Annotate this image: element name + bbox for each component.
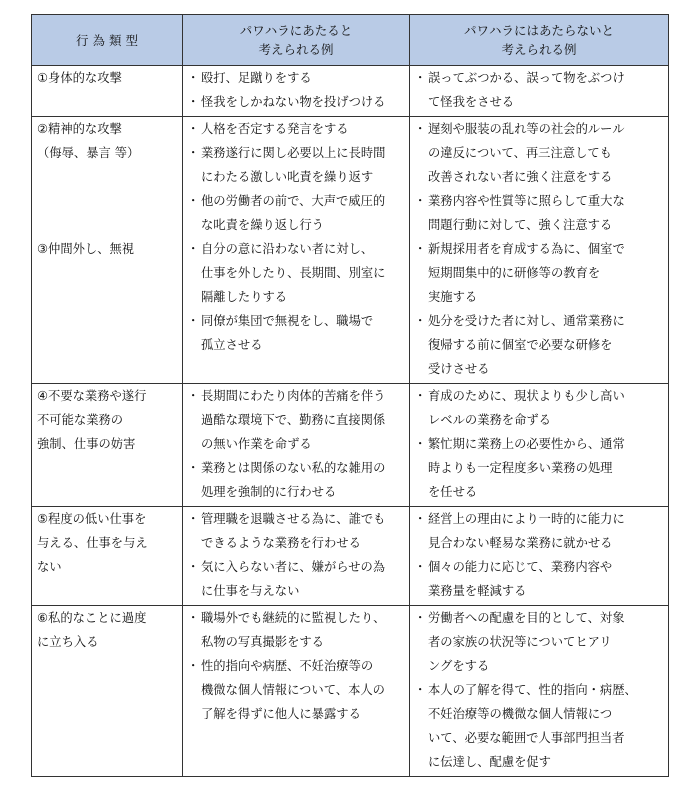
example-item bbox=[414, 678, 664, 774]
example-item bbox=[187, 606, 405, 654]
example-line: ・ 殴打、足蹴りをする bbox=[201, 71, 312, 85]
example-line: 処理を強制的に行わせる bbox=[201, 485, 337, 499]
example-item bbox=[414, 237, 664, 309]
example-item bbox=[187, 507, 405, 555]
example-line: 見合わない軽易な業務に就かせる bbox=[428, 536, 613, 550]
example-line: 隔離したりする bbox=[201, 290, 288, 304]
example-line: 実施する bbox=[428, 290, 478, 304]
non-harassment-examples-cell bbox=[410, 507, 669, 606]
table-row bbox=[32, 66, 669, 117]
example-line: ・ 業務内容や性質等に照らして重大な bbox=[428, 194, 625, 208]
example-item bbox=[187, 384, 405, 456]
example-line: 孤立させる bbox=[201, 338, 263, 352]
example-line: ・ 人格を否定する発言をする bbox=[201, 122, 349, 136]
table-row bbox=[32, 507, 669, 606]
example-line: ・ 新規採用者を育成する為に、個室で bbox=[428, 242, 625, 256]
header-harassment-line2: 考えられる例 bbox=[258, 42, 334, 57]
behavior-type-cell bbox=[32, 606, 183, 777]
example-line: を任せる bbox=[428, 485, 478, 499]
example-line: ングをする bbox=[428, 659, 490, 673]
example-line: 者の家族の状況等についてヒアリ bbox=[428, 635, 612, 649]
non-harassment-examples-cell bbox=[410, 384, 669, 507]
example-item bbox=[414, 507, 664, 555]
example-item bbox=[414, 189, 664, 237]
header-harassment-line1: パワハラにあたると bbox=[239, 23, 353, 38]
example-item bbox=[187, 66, 405, 90]
example-line: な叱責を繰り返し行う bbox=[201, 218, 324, 232]
example-item bbox=[414, 555, 664, 603]
behavior-type-line: ①身体的な攻撃 bbox=[37, 71, 122, 85]
example-line: ・ 育成のために、現状よりも少し高い bbox=[428, 389, 625, 403]
example-item bbox=[187, 90, 405, 114]
behavior-type-cell bbox=[32, 507, 183, 606]
example-line: 不妊治療等の機微な個人情報につ bbox=[428, 707, 613, 721]
header-non-harassment-examples bbox=[410, 15, 669, 66]
example-item bbox=[187, 117, 405, 141]
header-harassment-examples bbox=[183, 15, 410, 66]
example-line: 了解を得ずに他人に暴露する bbox=[201, 707, 361, 721]
example-line: 短期間集中的に研修等の教育を bbox=[428, 266, 601, 280]
example-line: ・ 管理職を退職させる為に、誰でも bbox=[201, 512, 386, 526]
non-harassment-examples-cell bbox=[410, 117, 669, 384]
example-line: ・ 個々の能力に応じて、業務内容や bbox=[428, 560, 613, 574]
harassment-examples-cell bbox=[183, 66, 410, 117]
example-line: の無い作業を命ずる bbox=[201, 437, 312, 451]
example-line: 仕事を外したり、長期間、別室に bbox=[201, 266, 386, 280]
header-non-harassment-line1: パワハラにはあたらないと bbox=[463, 23, 614, 38]
example-line: ・ 経営上の理由により一時的に能力に bbox=[428, 512, 625, 526]
example-line: ・ 繁忙期に業務上の必要性から、通常 bbox=[428, 437, 625, 451]
example-line: ・ 長期間にわたり肉体的苦痛を伴う bbox=[201, 389, 386, 403]
example-line: て怪我をさせる bbox=[428, 95, 515, 109]
example-line: 受けさせる bbox=[428, 362, 490, 376]
example-item bbox=[414, 117, 664, 189]
behavior-type-line: 不可能な業務の bbox=[37, 413, 124, 427]
behavior-type-line: ④不要な業務や遂行 bbox=[37, 389, 147, 403]
harassment-examples-table-container bbox=[31, 14, 668, 777]
behavior-type-cell bbox=[32, 66, 183, 117]
example-line: ・ 職場外でも継続的に監視したり、 bbox=[201, 611, 386, 625]
harassment-examples-cell bbox=[183, 606, 410, 777]
table-row bbox=[32, 384, 669, 507]
example-line: ・ 自分の意に沿わない者に対し、 bbox=[201, 242, 374, 256]
example-line: 時よりも一定程度多い業務の処理 bbox=[428, 461, 613, 475]
example-line: レベルの業務を命ずる bbox=[428, 413, 551, 427]
behavior-type-line: （侮辱、暴言 等） bbox=[37, 146, 140, 160]
example-line: ・ 処分を受けた者に対し、通常業務に bbox=[428, 314, 625, 328]
non-harassment-examples-cell bbox=[410, 66, 669, 117]
example-line: 業務量を軽減する bbox=[428, 584, 527, 598]
example-line: ・ 性的指向や病歴、不妊治療等の bbox=[201, 659, 374, 673]
example-item bbox=[187, 189, 405, 237]
behavior-type-cell bbox=[32, 384, 183, 507]
example-line: ・ 怪我をしかねない物を投げつける bbox=[201, 95, 386, 109]
harassment-examples-table bbox=[31, 14, 669, 777]
non-harassment-examples-cell bbox=[410, 606, 669, 777]
header-behavior-type: 行 為 類 型 bbox=[32, 15, 183, 66]
table-header-row bbox=[32, 15, 669, 66]
example-line: の違反について、再三注意しても bbox=[428, 146, 612, 160]
example-line: ・ 遅刻や服装の乱れ等の社会的ルール bbox=[428, 122, 625, 136]
behavior-type-line: 与える、仕事を与え bbox=[37, 536, 148, 550]
table-row bbox=[32, 606, 669, 777]
behavior-type-line: ③仲間外し、無視 bbox=[37, 242, 135, 256]
example-line: ・ 本人の了解を得て、性的指向・病歴、 bbox=[428, 683, 637, 697]
example-line: ・ 誤ってぶつかる、誤って物をぶつけ bbox=[428, 71, 625, 85]
header-non-harassment-line2: 考えられる例 bbox=[501, 42, 577, 57]
example-item bbox=[414, 432, 664, 504]
example-line: 改善されない者に強く注意をする bbox=[428, 170, 613, 184]
harassment-examples-cell bbox=[183, 117, 410, 384]
example-item bbox=[187, 456, 405, 504]
example-item bbox=[414, 384, 664, 432]
example-line: ・ 気に入らない者に、嫌がらせの為 bbox=[201, 560, 386, 574]
table-row bbox=[32, 117, 669, 384]
example-line: にわたる激しい叱責を繰り返す bbox=[201, 170, 374, 184]
example-item bbox=[414, 66, 664, 114]
example-line: 過酷な環境下で、勤務に直接関係 bbox=[201, 413, 386, 427]
behavior-type-line: ⑤程度の低い仕事を bbox=[37, 512, 147, 526]
example-line: 私物の写真撮影をする bbox=[201, 635, 324, 649]
behavior-type-cell bbox=[32, 117, 183, 384]
behavior-type-line: に立ち入る bbox=[37, 635, 99, 649]
example-line: 問題行動に対して、強く注意する bbox=[428, 218, 613, 232]
example-item bbox=[187, 237, 405, 309]
example-line: 機微な個人情報について、本人の bbox=[201, 683, 385, 697]
example-item bbox=[187, 141, 405, 189]
example-line: に伝達し、配慮を促す bbox=[428, 755, 551, 769]
example-line: ・ 業務遂行に関し必要以上に長時間 bbox=[201, 146, 386, 160]
example-line: ・ 労働者への配慮を目的として、対象 bbox=[428, 611, 625, 625]
behavior-type-line: ②精神的な攻撃 bbox=[37, 122, 122, 136]
example-line: いて、必要な範囲で人事部門担当者 bbox=[428, 731, 625, 745]
example-item bbox=[187, 309, 405, 357]
example-item bbox=[187, 555, 405, 603]
harassment-examples-cell bbox=[183, 507, 410, 606]
example-line: ・ 他の労働者の前で、大声で威圧的 bbox=[201, 194, 386, 208]
harassment-examples-cell bbox=[183, 384, 410, 507]
example-line: できるような業務を行わせる bbox=[201, 536, 361, 550]
example-line: に仕事を与えない bbox=[201, 584, 300, 598]
example-line: ・ 業務とは関係のない私的な雑用の bbox=[201, 461, 386, 475]
category-spacer bbox=[36, 165, 178, 237]
example-line: ・ 同僚が集団で無視をし、職場で bbox=[201, 314, 374, 328]
example-item bbox=[414, 309, 664, 381]
example-item bbox=[414, 606, 664, 678]
example-item bbox=[187, 654, 405, 726]
behavior-type-line: ⑥私的なことに過度 bbox=[37, 611, 147, 625]
behavior-type-line: 強制、仕事の妨害 bbox=[37, 437, 136, 451]
example-line: 復帰する前に個室で必要な研修を bbox=[428, 338, 613, 352]
behavior-type-line: ない bbox=[37, 560, 62, 574]
